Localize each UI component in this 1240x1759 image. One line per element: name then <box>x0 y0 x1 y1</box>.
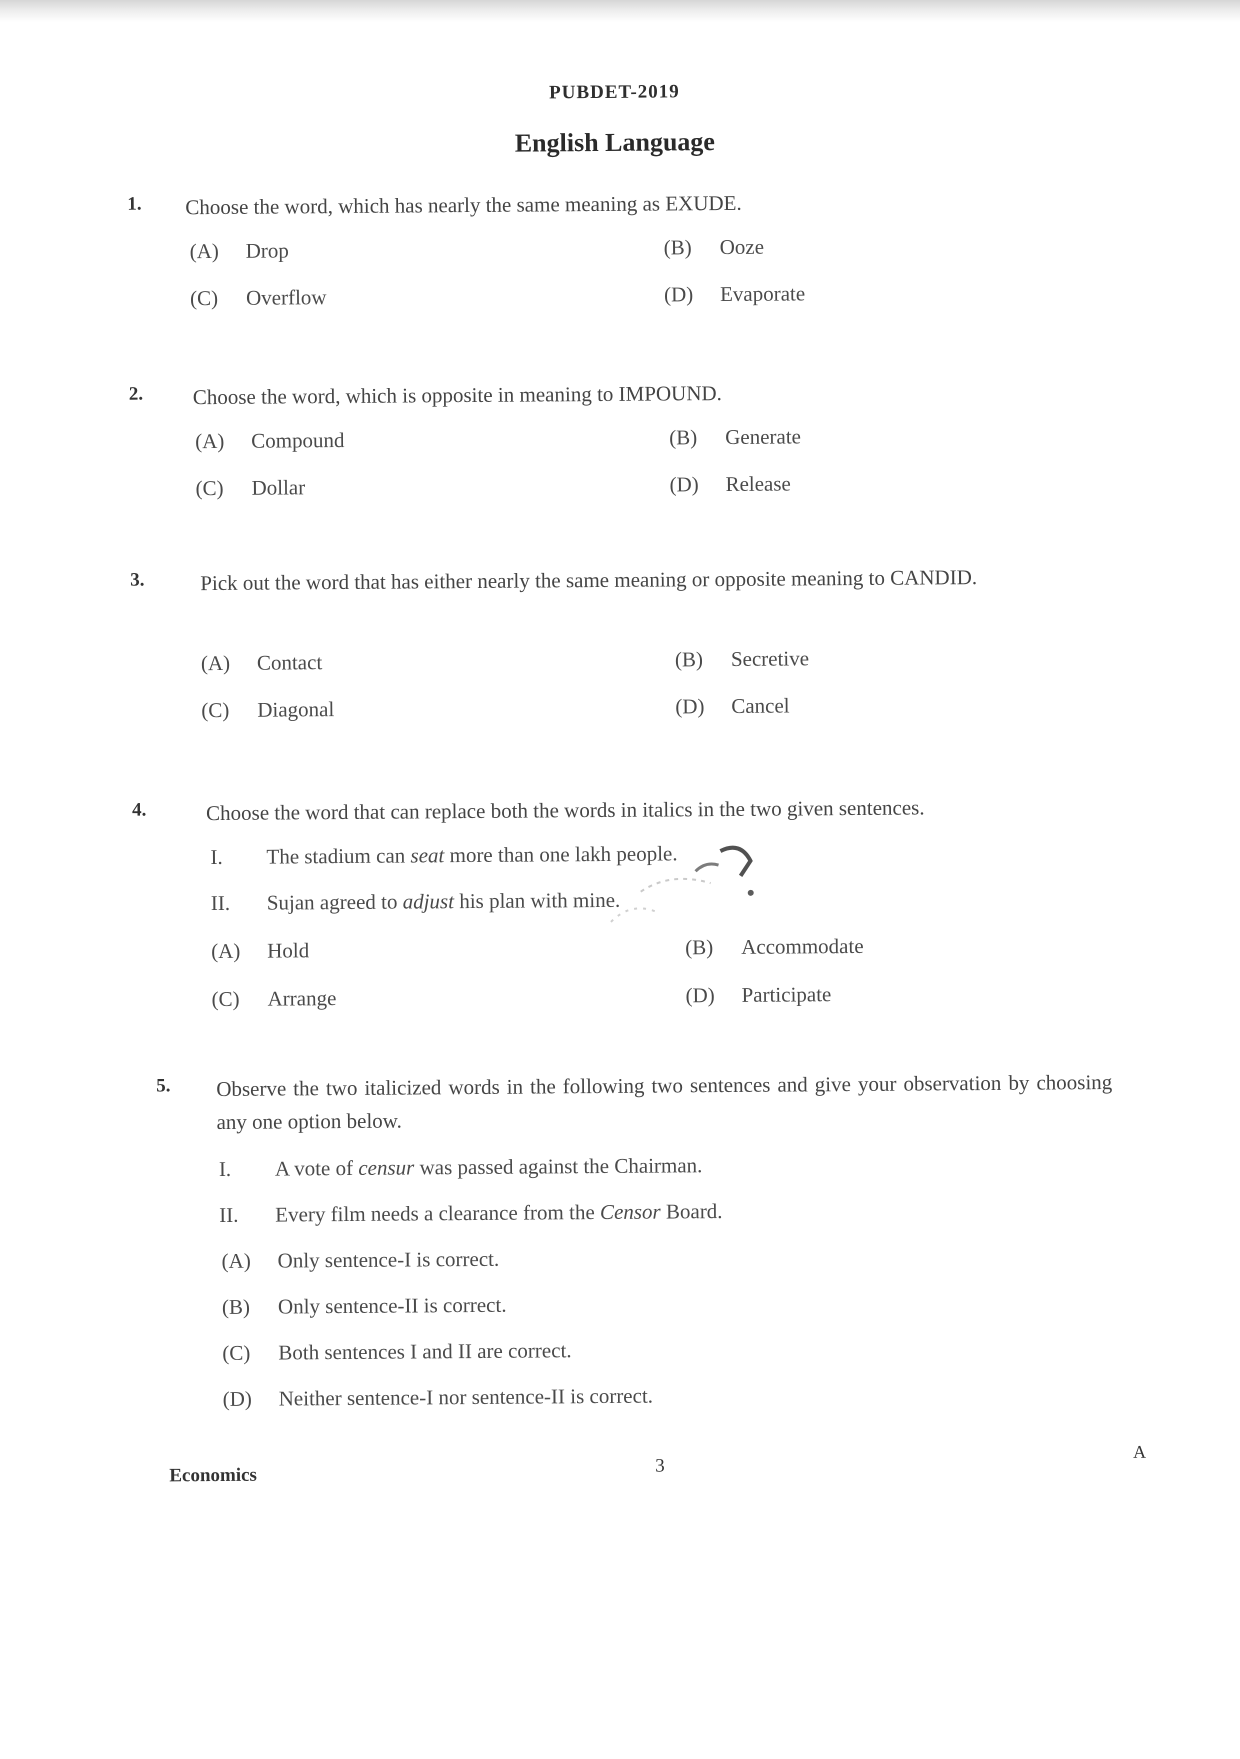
statement-italic-word: seat <box>410 843 445 868</box>
option-label: (A) <box>195 428 225 454</box>
option-text: Drop <box>245 238 289 263</box>
statement-2 <box>211 888 621 916</box>
statement-text-before: The stadium can <box>266 843 411 869</box>
statement-label: II. <box>219 1202 239 1228</box>
option-label: (D) <box>685 983 715 1008</box>
statement-text-after: Board. <box>660 1199 723 1224</box>
option-label: (C) <box>189 285 219 311</box>
statement-italic-word: censur <box>358 1155 415 1180</box>
option-c <box>195 475 305 501</box>
statement-text-before: Every film needs a clearance from the <box>275 1200 601 1227</box>
option-label: (D) <box>222 1386 252 1411</box>
question-number: 3. <box>130 569 145 591</box>
option-label: (B) <box>669 425 698 450</box>
option-a <box>195 428 345 454</box>
option-text: Arrange <box>267 986 337 1011</box>
question-text: Choose the word that can replace both the words in italics in the two given sentences. <box>205 795 925 826</box>
option-b <box>664 235 765 261</box>
statement-text-before: A vote of <box>274 1155 359 1181</box>
option-d <box>664 281 805 307</box>
question-number: 2. <box>128 383 144 405</box>
option-a <box>190 238 289 264</box>
statement-italic-word: Censor <box>599 1199 661 1225</box>
option-a <box>201 650 323 676</box>
statement-text-after: was passed against the Chairman. <box>414 1153 703 1180</box>
section-title: English Language <box>514 127 716 158</box>
question-number: 4. <box>131 799 147 821</box>
option-text: Participate <box>741 982 832 1007</box>
question-text: Choose the word, which has nearly the same meaning as EXUDE. <box>185 190 742 220</box>
option-b <box>669 424 801 450</box>
statement-text-after: his plan with mine. <box>453 887 621 914</box>
booklet-set-code: A <box>1133 1441 1147 1462</box>
statement-label: I. <box>210 844 223 870</box>
option-label: (D) <box>675 694 705 719</box>
question-3 <box>0 559 1238 723</box>
option-b <box>675 646 809 672</box>
option-c <box>222 1338 571 1366</box>
option-c <box>190 285 327 311</box>
option-label: (B) <box>685 935 714 960</box>
option-text: Generate <box>725 424 802 450</box>
option-b <box>222 1293 507 1320</box>
option-text: Neither sentence-I nor sentence-II is correct. <box>278 1383 654 1411</box>
statement-italic-word: adjust <box>402 889 455 914</box>
option-d <box>685 982 831 1008</box>
option-a <box>211 938 309 964</box>
option-label: (D) <box>663 282 694 307</box>
option-label: (B) <box>221 1294 251 1319</box>
option-c <box>211 986 336 1012</box>
exam-code: PUBDET-2019 <box>549 81 680 104</box>
option-text: Cancel <box>731 693 790 718</box>
option-d <box>669 471 790 497</box>
footer-section-name: Economics <box>169 1464 257 1487</box>
option-text: Only sentence-II is correct. <box>277 1292 507 1319</box>
option-text: Hold <box>267 938 310 963</box>
option-text: Both sentences I and II are correct. <box>278 1338 572 1365</box>
option-text: Overflow <box>245 285 327 310</box>
question-text: Choose the word, which is opposite in meaning to IMPOUND. <box>192 381 722 410</box>
option-text: Contact <box>256 650 323 675</box>
option-label: (B) <box>663 235 692 260</box>
option-text: Diagonal <box>257 697 335 722</box>
option-d <box>675 694 790 720</box>
question-2 <box>0 373 1237 501</box>
option-text: Release <box>725 471 791 497</box>
option-label: (A) <box>211 938 241 964</box>
option-label: (A) <box>189 238 219 264</box>
question-number: 1. <box>127 193 142 215</box>
option-label: (C) <box>195 475 224 501</box>
question-text: Observe the two italicized words in the following two sentences and give your observation by choosing any one option below. <box>216 1069 1113 1135</box>
question-text: Pick out the word that has either nearly the same meaning or opposite meaning to CANDID. <box>200 565 978 596</box>
option-c <box>201 697 334 723</box>
option-label: (A) <box>221 1248 251 1273</box>
question-4 <box>0 789 1240 1012</box>
option-label: (A) <box>200 650 231 676</box>
option-a <box>222 1247 500 1274</box>
statement-1 <box>219 1153 703 1182</box>
option-label: (D) <box>669 472 699 497</box>
option-text: Compound <box>251 427 345 453</box>
statement-label: II. <box>210 890 231 916</box>
statement-text-before: Sujan agreed to <box>266 889 403 915</box>
page-number: 3 <box>655 1455 665 1477</box>
stamp-smudge-icon <box>600 831 771 942</box>
option-text: Secretive <box>730 646 810 671</box>
option-label: (C) <box>211 986 240 1012</box>
option-text: Evaporate <box>719 281 806 307</box>
option-text: Accommodate <box>741 933 864 959</box>
option-label: (C) <box>222 1340 251 1365</box>
question-5 <box>2 1065 1240 1411</box>
option-text: Only sentence-I is correct. <box>277 1246 500 1273</box>
statement-2 <box>219 1199 722 1228</box>
option-text: Ooze <box>719 234 765 260</box>
option-text: Dollar <box>251 475 306 500</box>
option-label: (C) <box>201 697 230 723</box>
statement-text-after: more than one lakh people. <box>444 841 678 868</box>
option-label: (B) <box>674 647 703 672</box>
question-number: 5. <box>156 1075 171 1097</box>
question-1 <box>0 183 1235 311</box>
statement-label: I. <box>218 1156 232 1182</box>
option-d <box>223 1384 653 1412</box>
